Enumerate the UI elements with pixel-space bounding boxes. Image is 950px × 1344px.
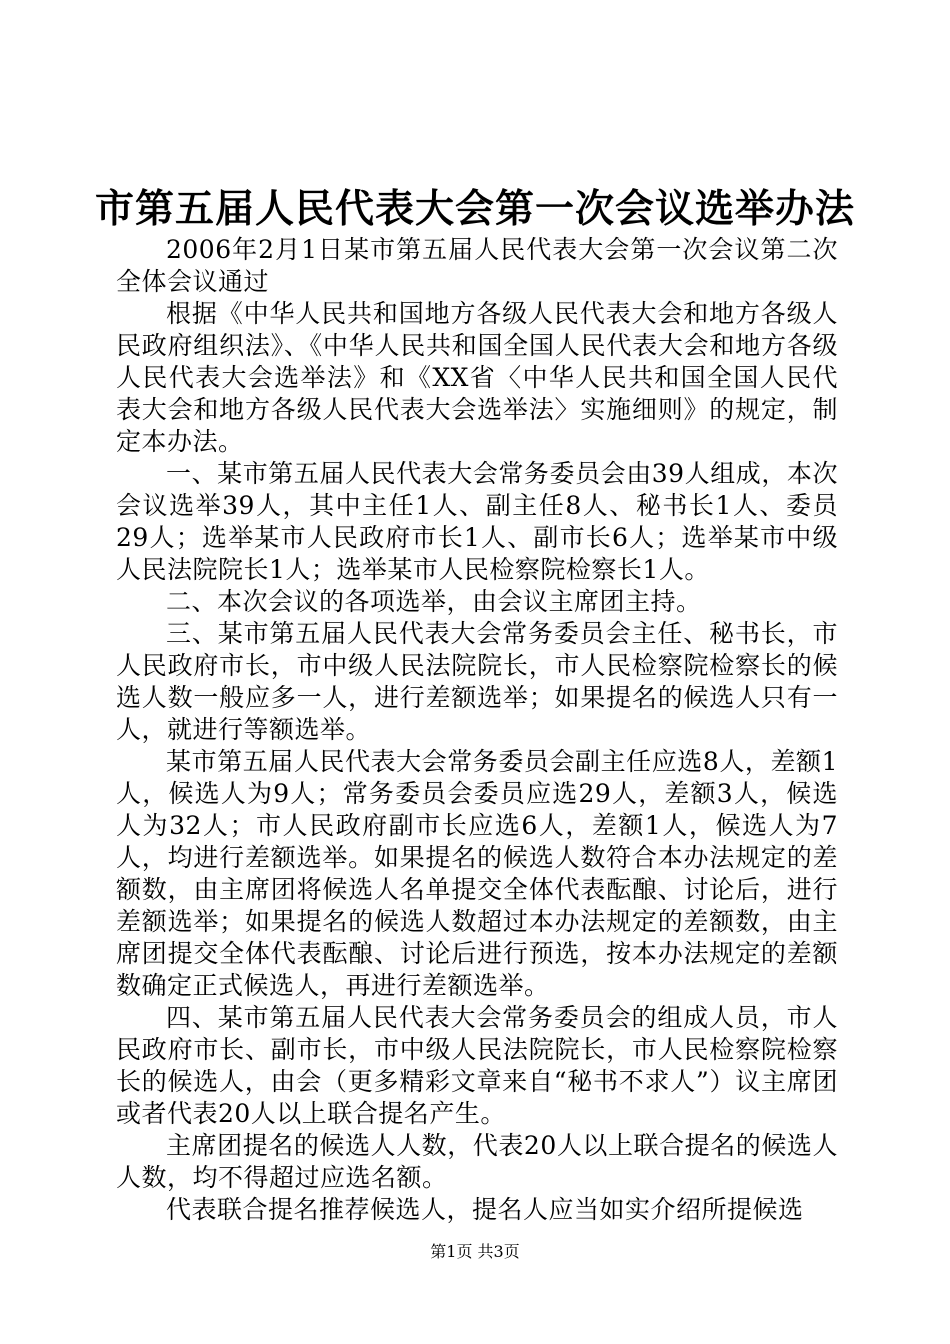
- document-body: [116, 234, 838, 1226]
- paragraph-article-1: 一、某市第五届人民代表大会常务委员会由39人组成，本次会议选举39人，其中主任1人、副主任8人、秘书长1人、委员29人；选举某市人民政府市长1人、副市长6人；选举某市中级人民法院院长1人；选举某市人民检察院检察长1人。: [116, 459, 838, 584]
- paragraph-article-4-limit: 主席团提名的候选人人数，代表20人以上联合提名的候选人人数，均不得超过应选名额。: [116, 1131, 838, 1192]
- paragraph-article-4: 四、某市第五届人民代表大会常务委员会的组成人员，市人民政府市长、副市长，市中级人民法院院长，市人民检察院检察长的候选人，由会（更多精彩文章来自“秘书不求人”）议主席团或者代表20人以上联合提名产生。: [116, 1003, 838, 1128]
- paragraph-article-3-detail: 某市第五届人民代表大会常务委员会副主任应选8人，差额1人，候选人为9人；常务委员会委员应选29人，差额3人，候选人为32人；市人民政府副市长应选6人，差额1人，候选人为7人，均进行差额选举。如果提名的候选人数符合本办法规定的差额数，由主席团将候选人名单提交全体代表酝酿、讨论后，进行差额选举；如果提名的候选人数超过本办法规定的差额数，由主席团提交全体代表酝酿、讨论后进行预选，按本办法规定的差额数确定正式候选人，再进行差额选举。: [116, 747, 838, 1000]
- document-title: 市第五届人民代表大会第一次会议选举办法: [94, 186, 855, 232]
- page-number-footer: 第1页 共3页: [430, 1242, 520, 1261]
- paragraph-article-4-intro: 代表联合提名推荐候选人，提名人应当如实介绍所提候选: [166, 1195, 804, 1224]
- paragraph-article-3: 三、某市第五届人民代表大会常务委员会主任、秘书长，市人民政府市长，市中级人民法院院长，市人民检察院检察长的候选人数一般应多一人，进行差额选举；如果提名的候选人只有一人，就进行等额选举。: [116, 619, 838, 744]
- paragraph-article-2: 二、本次会议的各项选举，由会议主席团主持。: [166, 587, 702, 616]
- paragraph-legal-basis: 根据《中华人民共和国地方各级人民代表大会和地方各级人民政府组织法》、《中华人民共和国全国人民代表大会和地方各级人民代表大会选举法》和《XX省〈中华人民共和国全国人民代表大会和地方各级人民代表大会选举法〉实施细则》的规定，制定本办法。: [116, 299, 838, 456]
- paragraph-adoption-note: 2006年2月1日某市第五届人民代表大会第一次会议第二次全体会议通过: [116, 235, 838, 296]
